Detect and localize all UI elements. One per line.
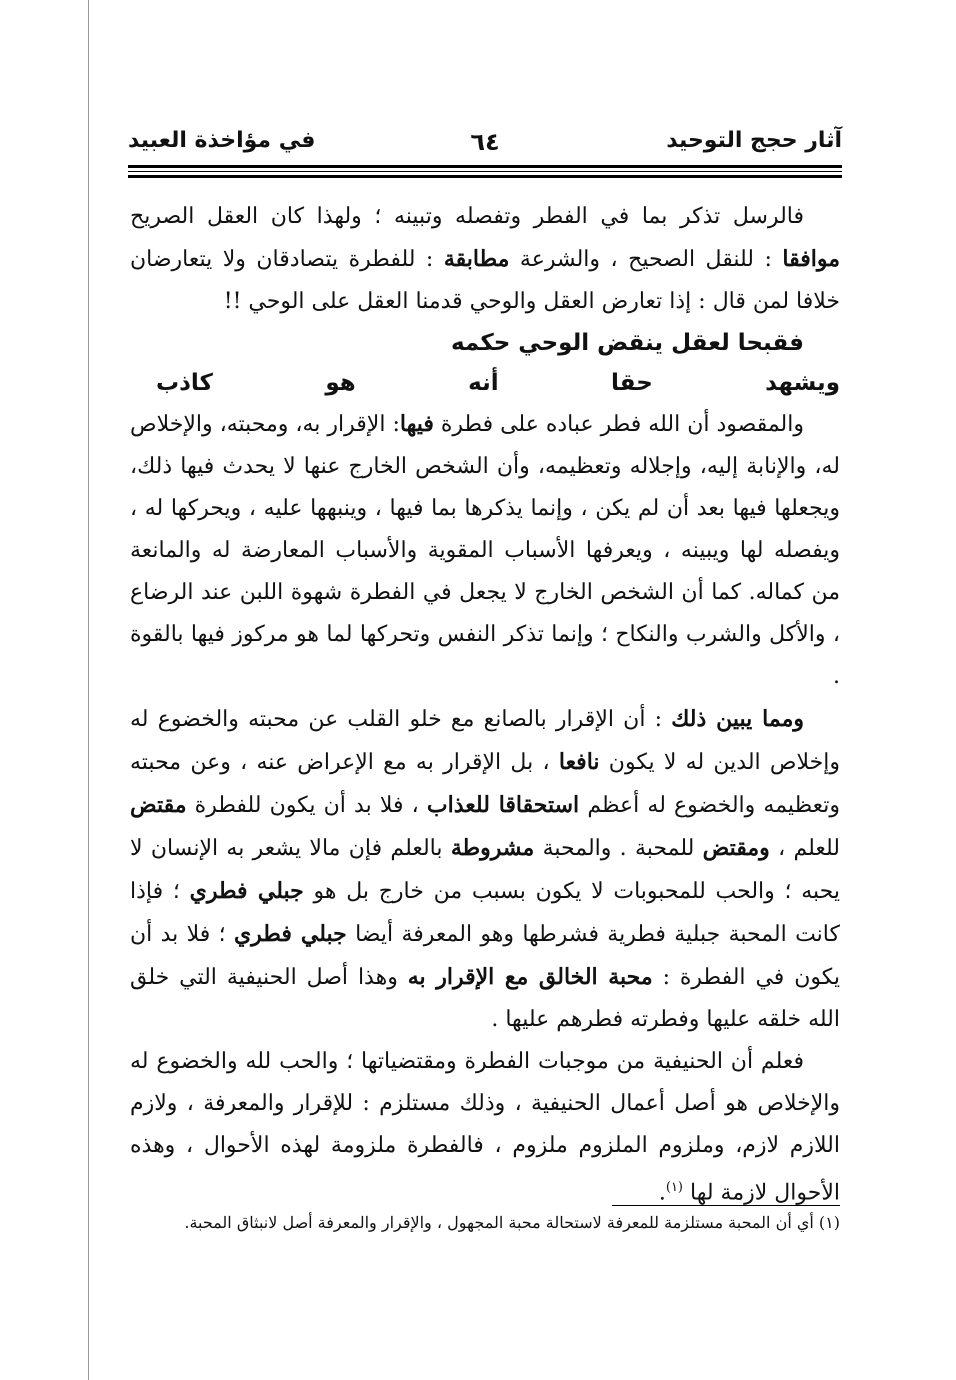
bold-term: مطابقة [443,246,510,272]
text-run: : أن الإقرار بالصانع مع خلو القلب عن محبته والخضوع له وإخلاص الدين له لا يكون [130,707,840,775]
footnote-marker: (١) [818,1213,840,1232]
verse-line-2: ويشهد حقا أنه هو كاذب [156,370,840,396]
text-run: ؛ فلا بد أن يكون في الفطرة : [130,922,840,990]
page-edge-line [88,0,89,1380]
paragraph-1 [130,196,840,323]
running-header [128,122,842,162]
text-run: ؛ فإذا كانت المحبة جبلية فطرية فشرطها وهو المعرفة أيضا [130,879,840,947]
header-rule-thin [128,171,842,172]
text-run: : للنقل الصحيح ، والشرعة [509,247,783,272]
text-run: والمقصود أن الله فطر عباده على فطرة [433,412,804,437]
bold-term: موافقا [782,246,840,272]
bold-term: استحقاقا للعذاب [426,792,580,818]
footnote-text: أي أن المحبة مستلزمة للمعرفة لاستحالة محبة المجهول ، والإقرار والمعرفة أصل لانبثاق المحبة. [184,1213,819,1232]
footnote [130,1210,840,1236]
book-title: آثار حجج التوحيد [666,128,842,153]
paragraph-2 [130,403,840,698]
bold-term: جبلي فطري [189,878,304,904]
chapter-title: في مؤاخذة العبيد [128,128,316,153]
text-run: فعلم أن الحنيفية من موجبات الفطرة ومقتضياتها ؛ والحب لله والخضوع له والإخلاص هو أصل أعمال الحنيفية ، وذلك مستلزم : للإقرار والمعرفة ، ولازم اللازم لازم، وملزوم الملزوم ملزوم ، فالفطرة ملزومة لهذه الأحوال ، وهذه الأحوال لازمة لها [130,1049,840,1206]
bold-term: مشروطة [450,835,535,861]
bold-term: ومقتض [702,835,770,861]
page-number: ٦٤ [470,128,500,156]
footnote-separator [612,1205,840,1206]
text-run: . [658,1180,666,1206]
bold-term: جبلي فطري [233,921,347,947]
verse-line-1: فقبحا لعقل ينقض الوحي حكمه [450,330,804,356]
bold-term: فيها [399,411,434,437]
text-run: للمحبة . والمحبة [534,836,703,861]
bold-term: مقتض [130,792,187,818]
text-run: فالرسل تذكر بما في الفطر وتفصله وتبينه ؛ ولهذا كان العقل الصريح [130,204,804,229]
paragraph-3 [130,698,840,1041]
text-run: : الإقرار به، ومحبته، والإخلاص له، والإنابة إليه، وإجلاله وتعظيمه، وأن الشخص الخارج عنها لا يحدث فيها ذلك، ويجعلها فيها بعد أن لم يكن ، وإنما يذكرها بما فيها ، وينبهها عليه ، ويحركها له ، ويفصله لها ويبينه ، ويعرفها الأسباب المقوية والأسباب المعارضة له والمانعة من كماله. كما أن الشخص الخارج لا يجعل في الفطرة شهوة اللبن عند الرضاع ، والأكل والشرب والنكاح ؛ وإنما تذكر النفس وتحركها لما هو مركوز فيها بالقوة . [130,412,840,689]
bold-term: محبة الخالق مع الإقرار به [407,964,653,990]
text-run: ، فلا بد أن يكون للفطرة [186,793,427,818]
text-run: للعلم ، [769,836,840,861]
footnote-reference: (١) [665,1180,683,1195]
text-run: وهذا أصل الحنيفية التي خلق الله خلقه عليها وفطرته فطرهم عليها . [130,965,840,1032]
text-run: بالعلم فإن مالا يشعر به الإنسان لا يحبه ؛ والحب للمحبوبات لا يكون بسبب من خارج بل هو [130,836,841,904]
paragraph-4 [130,1041,840,1214]
text-run: : للفطرة يتصادقان ولا يتعارضان خلافا لمن قال : إذا تعارض العقل والوحي قدمنا العقل على الوحي !! [130,247,840,314]
main-text [130,196,840,1214]
text-run: ، بل الإقرار به مع الإعراض عنه ، وعن محبته وتعظيمه والخضوع له أعظم [130,750,840,818]
bold-term: ومما يبين ذلك [671,706,804,732]
bold-term: نافعا [558,749,600,775]
header-rule-thick-top [128,165,842,168]
header-rule-thick-bottom [128,175,842,178]
